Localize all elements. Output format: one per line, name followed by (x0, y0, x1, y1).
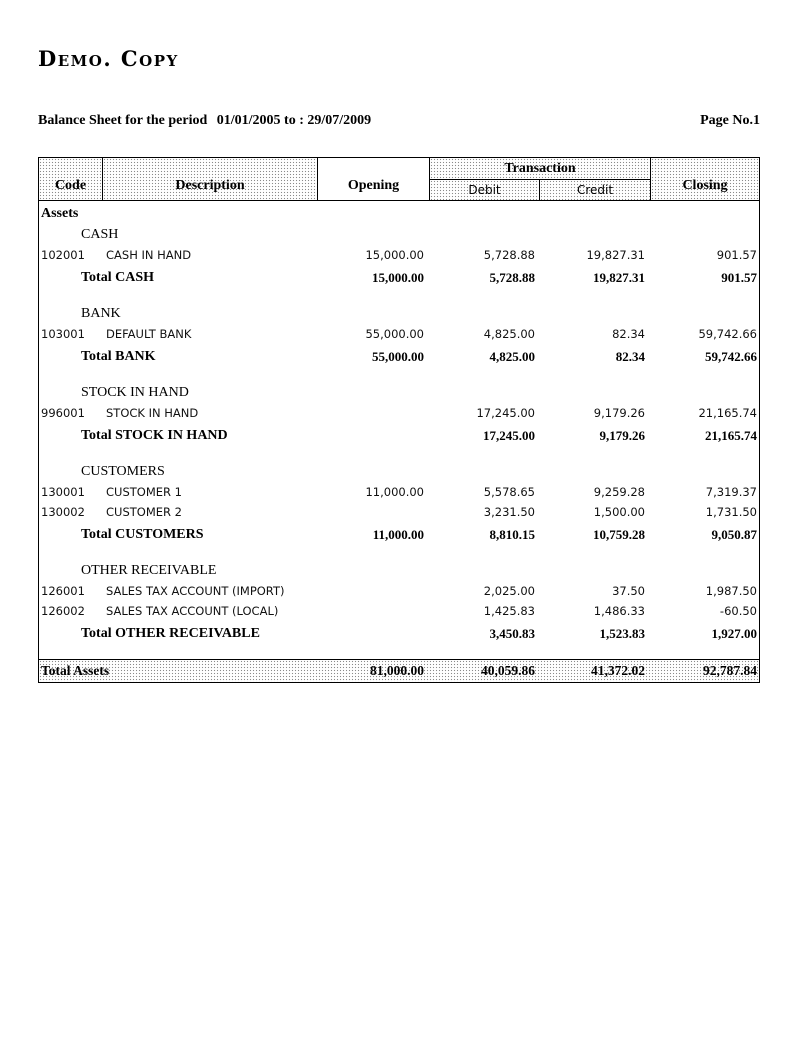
column-header-code (39, 158, 103, 200)
group-total-label: Total CUSTOMERS (81, 527, 204, 542)
group-total-label: Total CASH (81, 270, 155, 285)
closing-value: 1,731.50 (705, 505, 757, 519)
total-opening: 11,000.00 (372, 527, 424, 542)
report-title (38, 113, 371, 129)
group-name: STOCK IN HAND (81, 385, 189, 400)
group-total-label: Total OTHER RECEIVABLE (81, 626, 260, 641)
column-header-opening (318, 158, 430, 200)
account-description: CASH IN HAND (106, 248, 192, 262)
group-header (39, 563, 759, 581)
total-opening: 55,000.00 (372, 349, 424, 364)
total-debit: 3,450.83 (489, 626, 535, 641)
report-period: 01/01/2005 to : 29/07/2009 (216, 113, 372, 128)
closing-value: 901.57 (716, 248, 757, 262)
total-closing: 1,927.00 (711, 626, 757, 641)
account-description: SALES TAX ACCOUNT (LOCAL) (106, 604, 279, 618)
section-label: Assets (41, 206, 79, 221)
account-description: CUSTOMER 1 (106, 485, 182, 499)
group-total-row (39, 626, 759, 644)
table-row (39, 505, 759, 523)
report-title-text: Balance Sheet for the period (38, 113, 208, 128)
debit-value: 1,425.83 (483, 604, 535, 618)
account-code: 130001 (41, 485, 85, 499)
credit-value: 37.50 (612, 584, 645, 598)
demo-copy-title: Demo. Copy (38, 46, 179, 71)
table-row (39, 406, 759, 424)
credit-value: 1,486.33 (593, 604, 645, 618)
column-header-closing-label: Closing (682, 178, 728, 193)
column-header-transaction: Transaction (430, 158, 651, 180)
grand-total-opening: 81,000.00 (370, 663, 424, 678)
total-debit: 8,810.15 (489, 527, 535, 542)
closing-value: 21,165.74 (698, 406, 757, 420)
total-closing: 901.57 (721, 270, 757, 285)
group-header (39, 306, 759, 324)
section-row (39, 206, 759, 224)
debit-value: 5,728.88 (483, 248, 535, 262)
group-total-row (39, 527, 759, 545)
closing-value: 7,319.37 (705, 485, 757, 499)
group-name: CASH (81, 227, 119, 242)
account-description: CUSTOMER 2 (106, 505, 182, 519)
group-header (39, 227, 759, 245)
column-header-closing (651, 158, 759, 200)
table-row (39, 248, 759, 266)
total-debit: 4,825.00 (489, 349, 535, 364)
debit-value: 4,825.00 (483, 327, 535, 341)
group-total-row (39, 270, 759, 288)
column-header-debit: Debit (430, 180, 540, 200)
group-name: BANK (81, 306, 121, 321)
opening-value: 55,000.00 (365, 327, 424, 341)
account-code: 102001 (41, 248, 85, 262)
debit-value: 17,245.00 (476, 406, 535, 420)
grand-total-row (39, 659, 759, 682)
group-name: CUSTOMERS (81, 464, 165, 479)
balance-sheet-table (38, 157, 760, 683)
group-total-row (39, 428, 759, 446)
account-description: SALES TAX ACCOUNT (IMPORT) (106, 584, 285, 598)
group-header (39, 385, 759, 403)
table-row (39, 485, 759, 503)
grand-total-label: Total Assets (41, 663, 110, 678)
opening-value: 15,000.00 (365, 248, 424, 262)
account-code: 126001 (41, 584, 85, 598)
total-closing: 9,050.87 (711, 527, 757, 542)
opening-value: 11,000.00 (365, 485, 424, 499)
group-header (39, 464, 759, 482)
group-total-label: Total BANK (81, 349, 156, 364)
column-header-opening-label: Opening (347, 178, 400, 193)
credit-value: 9,259.28 (593, 485, 645, 499)
account-code: 103001 (41, 327, 85, 341)
total-debit: 5,728.88 (489, 270, 535, 285)
account-description: DEFAULT BANK (106, 327, 192, 341)
total-debit: 17,245.00 (483, 428, 535, 443)
total-credit: 82.34 (615, 349, 645, 364)
closing-value: 1,987.50 (705, 584, 757, 598)
total-closing: 59,742.66 (705, 349, 757, 364)
debit-value: 3,231.50 (483, 505, 535, 519)
credit-value: 19,827.31 (586, 248, 645, 262)
account-code: 126002 (41, 604, 85, 618)
table-header (39, 158, 759, 201)
column-header-description-label: Description (175, 178, 245, 193)
credit-value: 82.34 (612, 327, 645, 341)
credit-value: 1,500.00 (593, 505, 645, 519)
column-header-credit: Credit (540, 180, 651, 200)
total-credit: 19,827.31 (593, 270, 645, 285)
account-code: 130002 (41, 505, 85, 519)
group-total-row (39, 349, 759, 367)
debit-value: 2,025.00 (483, 584, 535, 598)
total-closing: 21,165.74 (705, 428, 757, 443)
grand-total-closing: 92,787.84 (703, 663, 757, 678)
account-code: 996001 (41, 406, 85, 420)
grand-total-debit: 40,059.86 (481, 663, 535, 678)
column-header-description (103, 158, 318, 200)
table-row (39, 604, 759, 622)
table-row (39, 327, 759, 345)
closing-value: -60.50 (719, 604, 757, 618)
total-credit: 1,523.83 (599, 626, 645, 641)
grand-total-credit: 41,372.02 (591, 663, 645, 678)
total-opening: 15,000.00 (372, 270, 424, 285)
total-credit: 9,179.26 (599, 428, 645, 443)
column-header-code-label: Code (54, 178, 87, 193)
group-name: OTHER RECEIVABLE (81, 563, 217, 578)
closing-value: 59,742.66 (698, 327, 757, 341)
debit-value: 5,578.65 (483, 485, 535, 499)
page-number: Page No.1 (700, 113, 760, 128)
total-credit: 10,759.28 (593, 527, 645, 542)
group-total-label: Total STOCK IN HAND (81, 428, 228, 443)
credit-value: 9,179.26 (593, 406, 645, 420)
table-row (39, 584, 759, 602)
account-description: STOCK IN HAND (106, 406, 199, 420)
